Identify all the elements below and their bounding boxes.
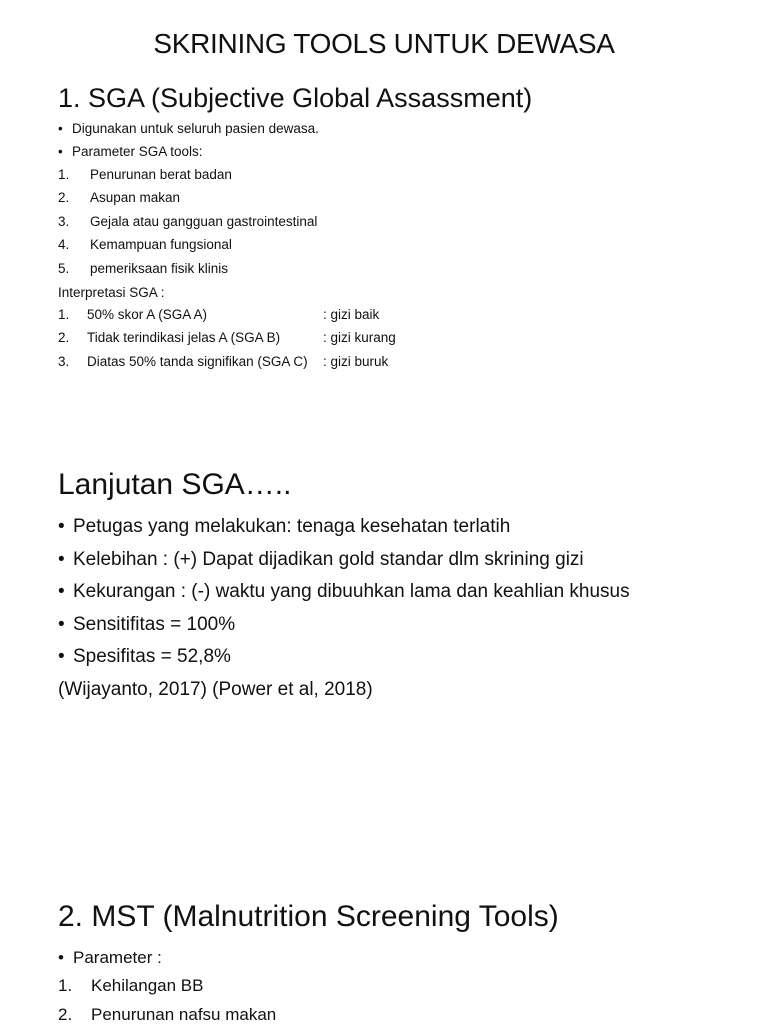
list-item: 1. Kehilangan BB [58,976,204,995]
list-item: 4. Kemampuan fungsional [58,237,232,252]
page-title: SKRINING TOOLS UNTUK DEWASA [153,28,615,59]
list-item: • Spesifitas = 52,8% [58,644,231,670]
interpretation-row: 2. Tidak terindikasi jelas A (SGA B) : gizi kurang [58,330,396,345]
interpretation-row: 3. Diatas 50% tanda signifikan (SGA C) : gizi buruk [58,354,389,369]
list-item: • Kekurangan : (-) waktu yang dibuuhkan lama dan keahlian khusus [58,579,630,605]
list-item: • Parameter : [58,945,162,971]
list-item: • Sensitifitas = 100% [58,612,235,638]
mst-heading: 2. MST (Malnutrition Screening Tools) [58,900,559,933]
interpretation-row: 1. 50% skor A (SGA A) : gizi baik [58,307,380,322]
list-item: 2. Penurunan nafsu makan [58,1005,277,1024]
bullet-icon: • [58,614,65,635]
list-item: • Kelebihan : (+) Dapat dijadikan gold standar dlm skrining gizi [58,547,584,573]
list-item: • Parameter SGA tools: [58,144,203,159]
list-item: • Digunakan untuk seluruh pasien dewasa. [58,121,319,136]
bullet-icon: • [58,549,65,570]
list-item: 2. Asupan makan [58,190,181,205]
bullet-icon: • [58,581,65,602]
citation: (Wijayanto, 2017) (Power et al, 2018) [58,679,373,700]
interpretation-label: Interpretasi SGA : [58,285,165,300]
list-item: 3. Gejala atau gangguan gastrointestinal [58,214,318,229]
bullet-icon: • [58,948,64,967]
bullet-icon: • [58,646,65,667]
bullet-icon: • [58,121,63,136]
lanjutan-heading: Lanjutan SGA….. [58,468,292,501]
sga-heading: 1. SGA (Subjective Global Assassment) [58,83,533,113]
list-item: 1. Penurunan berat badan [58,167,232,182]
list-item: • Petugas yang melakukan: tenaga kesehatan terlatih [58,514,510,540]
list-item: 5. pemeriksaan fisik klinis [58,261,229,276]
bullet-icon: • [58,516,65,537]
bullet-icon: • [58,144,63,159]
